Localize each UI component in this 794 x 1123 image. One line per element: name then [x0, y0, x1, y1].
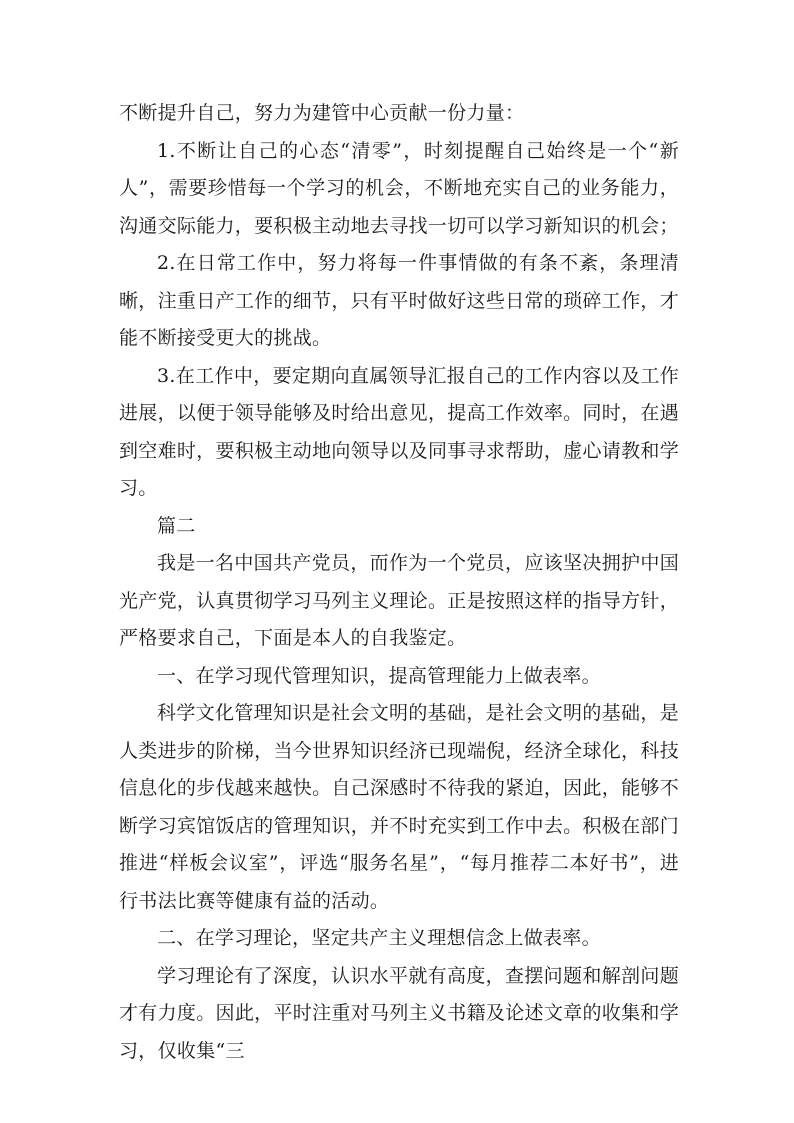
subheading-theory-study: 二、在学习理论，坚定共产主义理想信念上做表率。 [157, 927, 601, 949]
paragraph-item-1: 1.不断让自己的心态“清零”，时刻提醒自己始终是一个“新人”，需要珍惜每一个学习的机会，不断地充实自己的业务能力，沟通交际能力，要积极主动地去寻找一切可以学习新知识的机会； [119, 139, 679, 237]
paragraph-item-3: 3.在工作中，要定期向直属领导汇报自己的工作内容以及工作进展，以便于领导能够及时给出意见，提高工作效率。同时，在遇到空难时，要积极主动地向领导以及同事寻求帮助，虚心请教和学习。 [119, 364, 679, 499]
paragraph-theory-study: 学习理论有了深度，认识水平就有高度，查摆问题和解剖问题才有力度。因此，平时注重对马列主义书籍及论述文章的收集和学习，仅收集“三 [119, 964, 679, 1062]
document-body [119, 95, 679, 1070]
paragraph-management-knowledge: 科学文化管理知识是社会文明的基础，是社会文明的基础，是人类进步的阶梯，当今世界知识经济已现端倪，经济全球化，科技信息化的步伐越来越快。自己深感时不待我的紧迫，因此，能够不断学习宾馆饭店的管理知识，并不时充实到工作中去。积极在部门推进“样板会议室”，评选“服务名星”，“每月推荐二本好书”，进行书法比赛等健康有益的活动。 [119, 702, 679, 912]
paragraph-intro: 不断提升自己，努力为建管中心贡献一份力量： [119, 102, 525, 124]
subheading-management-knowledge: 一、在学习现代管理知识，提高管理能力上做表率。 [157, 664, 601, 687]
paragraph-self-introduction: 我是一名中国共产党员，而作为一个党员，应该坚决拥护中国光产党，认真贯彻学习马列主义理论。正是按照这样的指导方针，严格要求自己，下面是本人的自我鉴定。 [119, 552, 679, 649]
paragraph-item-2: 2.在日常工作中，努力将每一件事情做的有条不紊，条理清晰，注重日产工作的细节，只有平时做好这些日常的琐碎工作，才能不断接受更大的挑战。 [119, 252, 679, 349]
section-heading-part-two: 篇二 [157, 514, 196, 537]
